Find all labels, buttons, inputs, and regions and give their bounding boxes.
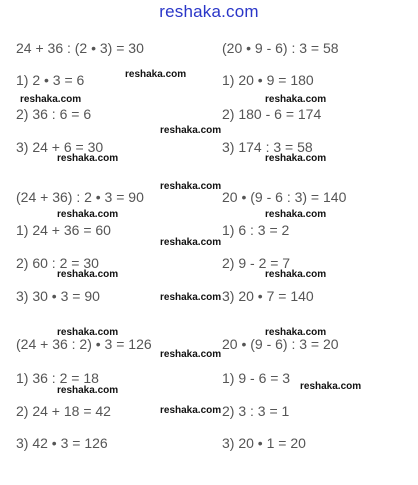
problem-3-expression: (24 + 36) : 2 • 3 = 90 bbox=[16, 189, 144, 205]
problem-5-step-1: 1) 36 : 2 = 18 bbox=[16, 370, 99, 386]
watermark: reshaka.com bbox=[160, 181, 222, 192]
problem-6-step-1: 1) 9 - 6 = 3 bbox=[222, 370, 291, 386]
watermark: reshaka.com bbox=[160, 349, 222, 360]
problem-2-step-2: 2) 180 - 6 = 174 bbox=[222, 106, 322, 122]
problem-6-expression: 20 • (9 - 6) : 3 = 20 bbox=[222, 336, 339, 352]
problem-1-step-3: 3) 24 + 6 = 30 bbox=[16, 139, 104, 155]
watermark: reshaka.com bbox=[20, 94, 82, 105]
problem-5-step-3: 3) 42 • 3 = 126 bbox=[16, 435, 108, 451]
watermark: reshaka.com bbox=[57, 153, 119, 164]
problem-4-expression: 20 • (9 - 6 : 3) = 140 bbox=[222, 189, 347, 205]
problem-6-step-2: 2) 3 : 3 = 1 bbox=[222, 403, 290, 419]
site-title: reshaka.com bbox=[159, 2, 259, 21]
problem-4-step-2: 2) 9 - 2 = 7 bbox=[222, 255, 291, 271]
watermark: reshaka.com bbox=[265, 153, 327, 164]
watermark: reshaka.com bbox=[265, 209, 327, 220]
problem-3-step-1: 1) 24 + 36 = 60 bbox=[16, 222, 111, 238]
watermark: reshaka.com bbox=[160, 405, 222, 416]
watermark: reshaka.com bbox=[160, 292, 222, 303]
watermark: reshaka.com bbox=[265, 327, 327, 338]
problem-3-step-2: 2) 60 : 2 = 30 bbox=[16, 255, 99, 271]
watermark: reshaka.com bbox=[125, 69, 187, 80]
problem-2-step-3: 3) 174 : 3 = 58 bbox=[222, 139, 313, 155]
watermark: reshaka.com bbox=[57, 385, 119, 396]
problem-1-step-2: 2) 36 : 6 = 6 bbox=[16, 106, 92, 122]
problem-1-step-1: 1) 2 • 3 = 6 bbox=[16, 72, 85, 88]
watermark: reshaka.com bbox=[57, 327, 119, 338]
problem-2-expression: (20 • 9 - 6) : 3 = 58 bbox=[222, 40, 339, 56]
problem-1-expression: 24 + 36 : (2 • 3) = 30 bbox=[16, 40, 144, 56]
problem-3-step-3: 3) 30 • 3 = 90 bbox=[16, 288, 100, 304]
problem-4-step-3: 3) 20 • 7 = 140 bbox=[222, 288, 314, 304]
problem-2-step-1: 1) 20 • 9 = 180 bbox=[222, 72, 314, 88]
watermark: reshaka.com bbox=[265, 94, 327, 105]
watermark: reshaka.com bbox=[265, 269, 327, 280]
watermark: reshaka.com bbox=[57, 209, 119, 220]
watermark: reshaka.com bbox=[300, 381, 362, 392]
problem-4-step-1: 1) 6 : 3 = 2 bbox=[222, 222, 290, 238]
watermark: reshaka.com bbox=[160, 237, 222, 248]
problem-6-step-3: 3) 20 • 1 = 20 bbox=[222, 435, 306, 451]
watermark: reshaka.com bbox=[57, 269, 119, 280]
watermark: reshaka.com bbox=[160, 125, 222, 136]
problem-5-expression: (24 + 36 : 2) • 3 = 126 bbox=[16, 336, 152, 352]
problem-5-step-2: 2) 24 + 18 = 42 bbox=[16, 403, 111, 419]
